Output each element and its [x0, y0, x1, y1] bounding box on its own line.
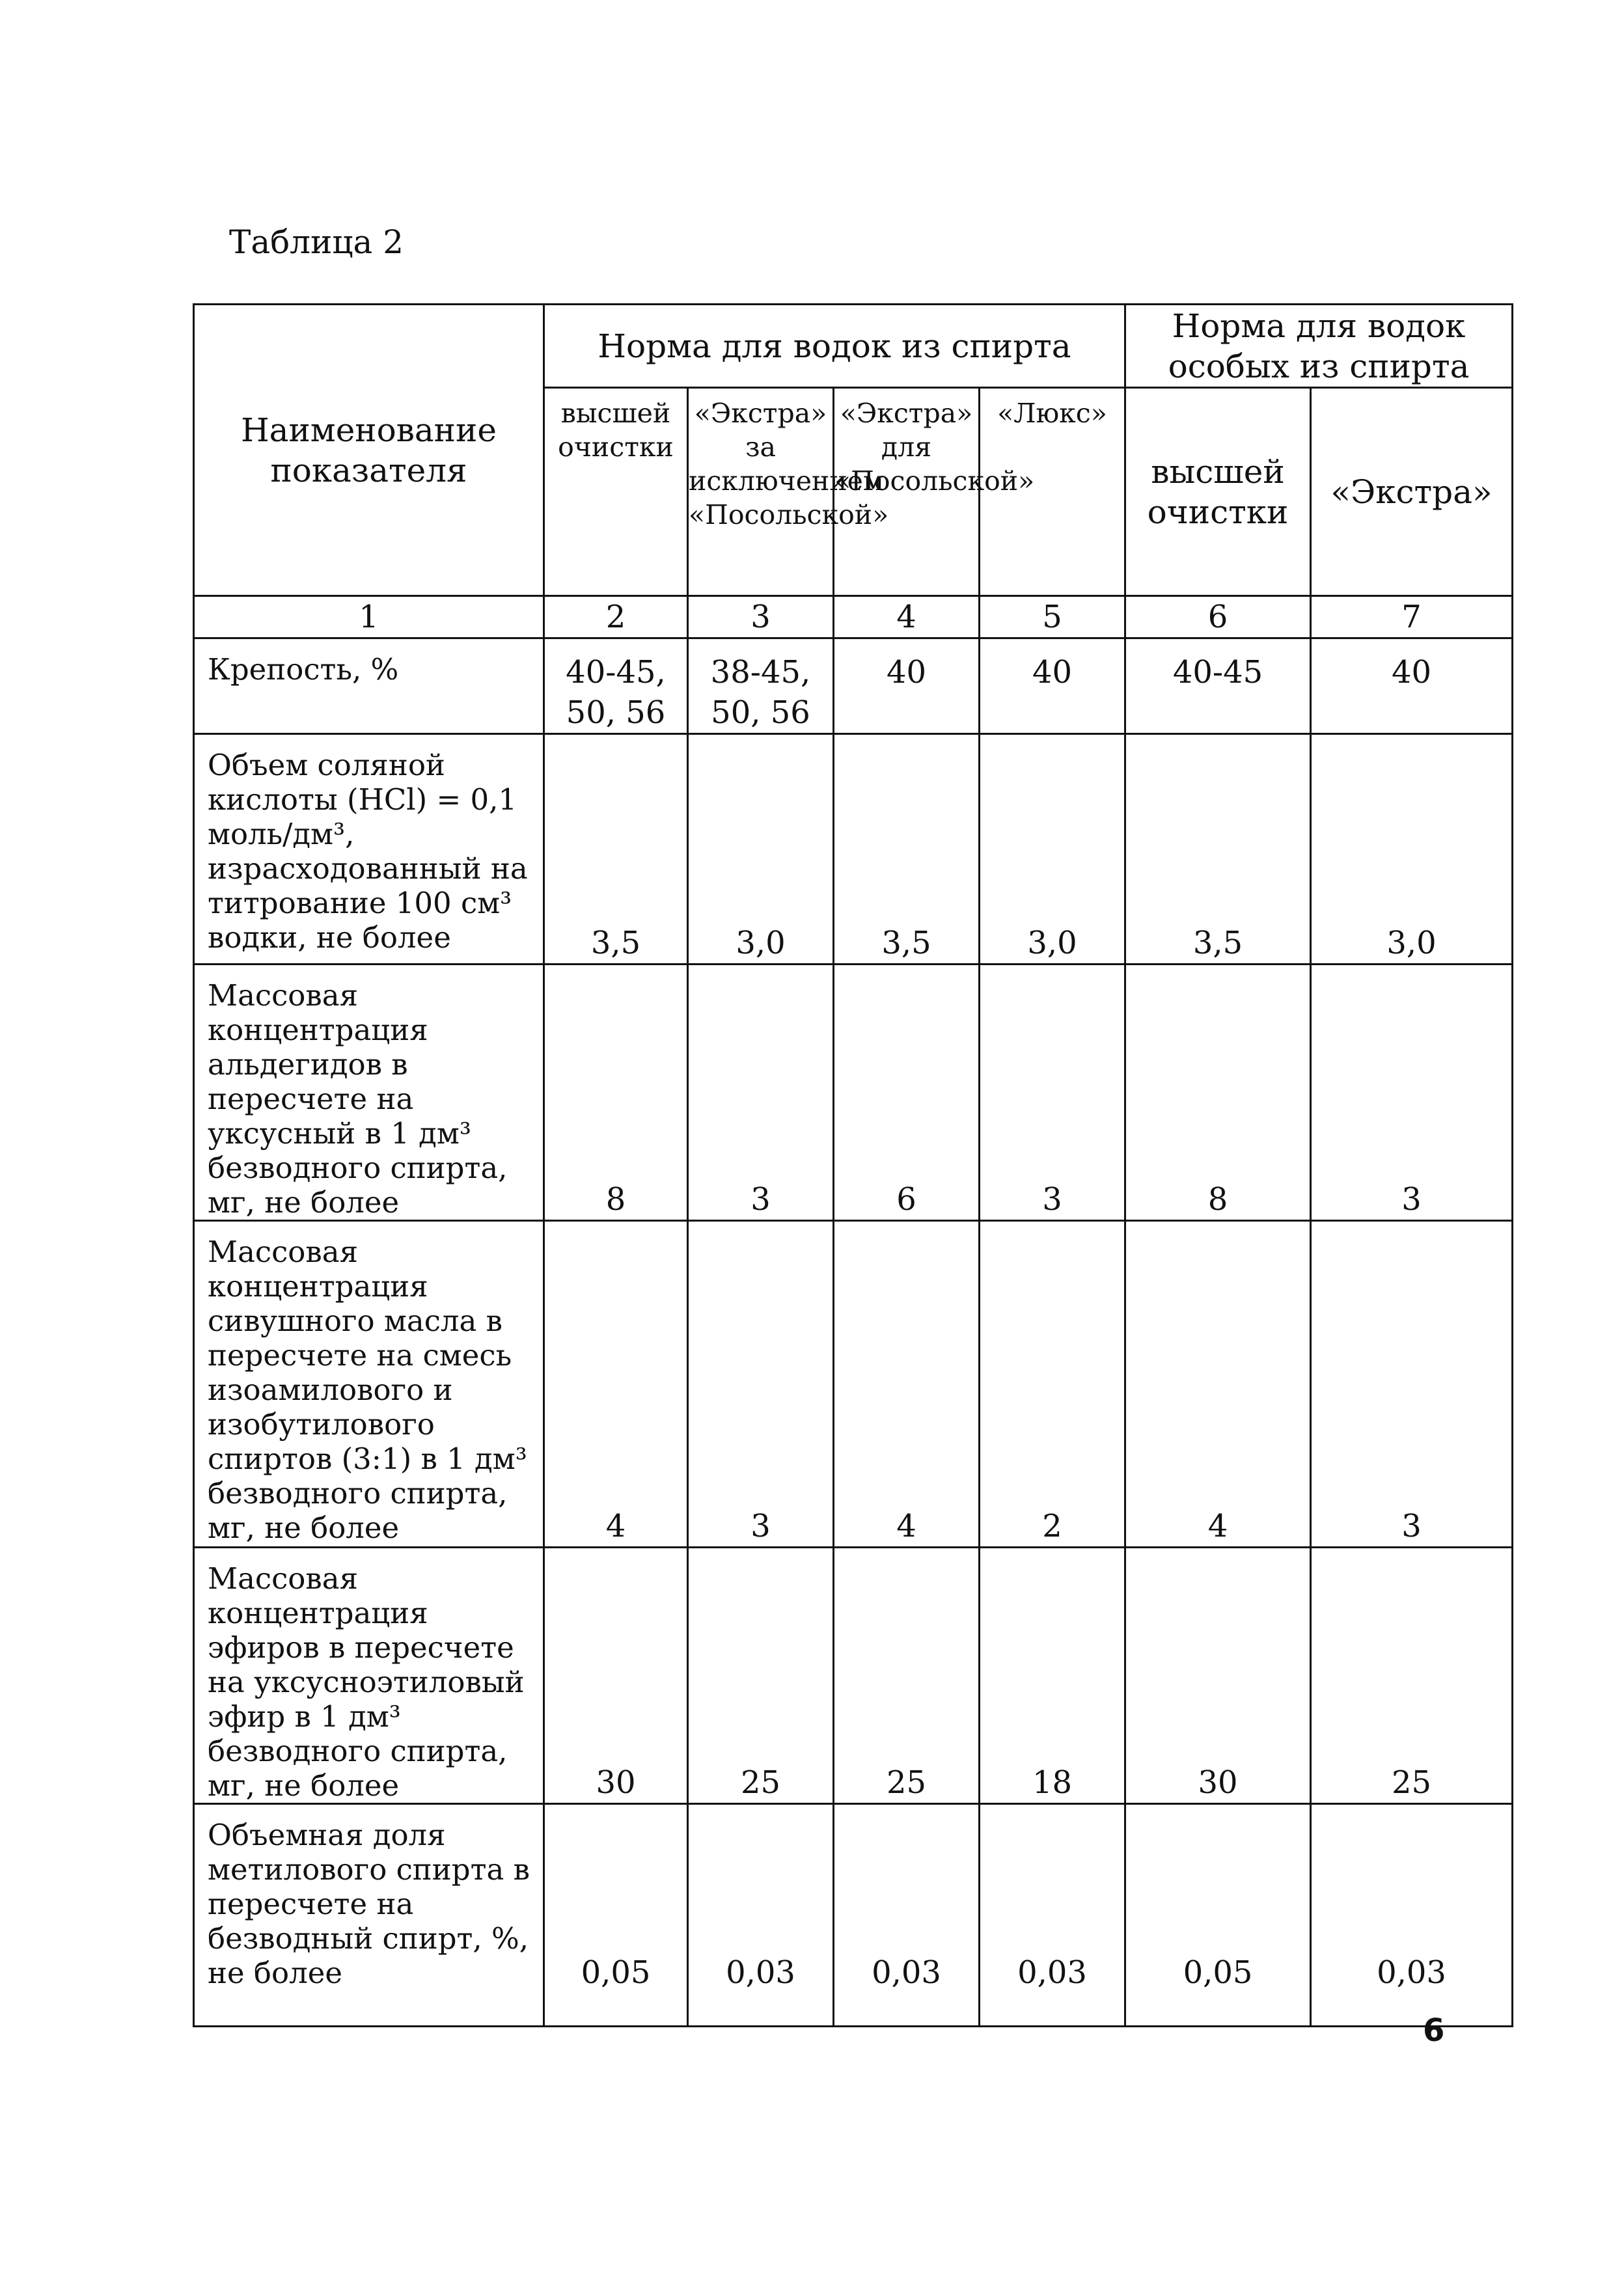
cell-value: 3 [688, 1221, 834, 1548]
row-name: Объемная доля метилового спирта в пересчете на безводный спирт, %, не более [194, 1804, 544, 2027]
cell-value: 25 [834, 1548, 980, 1804]
header-group-vodka: Норма для водок из спирта [544, 305, 1125, 388]
cell-value: 3,0 [1311, 734, 1513, 965]
cell-value: 0,05 [1125, 1804, 1311, 2027]
column-number: 1 [194, 596, 544, 638]
page-number: 6 [1423, 2012, 1445, 2049]
header-group-special-vodka: Норма для водок особых из спирта [1125, 305, 1513, 388]
cell-value: 30 [1125, 1548, 1311, 1804]
table-row-aldehydes [194, 965, 1513, 1221]
cell-value: 3,0 [688, 734, 834, 965]
cell-value: 0,05 [544, 1804, 688, 2027]
cell-value: 3,5 [544, 734, 688, 965]
cell-value: 3,0 [980, 734, 1125, 965]
cell-value: 0,03 [1311, 1804, 1513, 2027]
cell-value: 18 [980, 1548, 1125, 1804]
row-name: Объем соляной кислоты (HCl) = 0,1 моль/дм³, израсходованный на титрование 100 см³ водки, не более [194, 734, 544, 965]
cell-value: 25 [1311, 1548, 1513, 1804]
header-col-6: высшей очистки [1125, 388, 1311, 596]
cell-value: 0,03 [688, 1804, 834, 2027]
cell-value: 0,03 [834, 1804, 980, 2027]
cell-value: 3,5 [834, 734, 980, 965]
table-row-esters [194, 1548, 1513, 1804]
row-name: Массовая концентрация эфиров в пересчете на уксусноэтиловый эфир в 1 дм³ безводного спирта, мг, не более [194, 1548, 544, 1804]
cell-value: 4 [834, 1221, 980, 1548]
cell-value: 40 [1311, 638, 1513, 734]
column-number: 5 [980, 596, 1125, 638]
cell-value: 8 [1125, 965, 1311, 1221]
cell-value: 4 [544, 1221, 688, 1548]
norms-table [193, 303, 1513, 2027]
header-col-5: «Люкс» [980, 388, 1125, 596]
cell-value: 0,03 [980, 1804, 1125, 2027]
table-row-fusel-oil [194, 1221, 1513, 1548]
column-number: 3 [688, 596, 834, 638]
row-name: Массовая концентрация альдегидов в пересчете на уксусный в 1 дм³ безводного спирта, мг, не более [194, 965, 544, 1221]
row-name: Массовая концентрация сивушного масла в пересчете на смесь изоамилового и изобутилового спиртов (3:1) в 1 дм³ безводного спирта, мг, не более [194, 1221, 544, 1548]
table-row-methanol [194, 1804, 1513, 2027]
cell-value: 40-45 [1125, 638, 1311, 734]
cell-value: 40 [834, 638, 980, 734]
cell-value: 3,5 [1125, 734, 1311, 965]
header-name: Наименование показателя [194, 305, 544, 596]
column-number: 7 [1311, 596, 1513, 638]
cell-value: 30 [544, 1548, 688, 1804]
cell-value: 6 [834, 965, 980, 1221]
header-col-2: высшей очистки [544, 388, 688, 596]
column-number: 4 [834, 596, 980, 638]
cell-value: 40-45, 50, 56 [544, 638, 688, 734]
cell-value: 38-45, 50, 56 [688, 638, 834, 734]
header-col-7: «Экстра» [1311, 388, 1513, 596]
table-row-hcl [194, 734, 1513, 965]
column-numbers-row [194, 596, 1513, 638]
cell-value: 2 [980, 1221, 1125, 1548]
row-name: Крепость, % [194, 638, 544, 734]
cell-value: 4 [1125, 1221, 1311, 1548]
header-col-3: «Экстра» за исключением «Посольской» [688, 388, 834, 596]
table-caption: Таблица 2 [229, 223, 404, 261]
column-number: 2 [544, 596, 688, 638]
cell-value: 3 [1311, 1221, 1513, 1548]
cell-value: 8 [544, 965, 688, 1221]
cell-value: 40 [980, 638, 1125, 734]
header-col-4: «Экстра» для «Посольской» [834, 388, 980, 596]
column-number: 6 [1125, 596, 1311, 638]
table-row-strength [194, 638, 1513, 734]
cell-value: 3 [980, 965, 1125, 1221]
cell-value: 3 [688, 965, 834, 1221]
cell-value: 3 [1311, 965, 1513, 1221]
cell-value: 25 [688, 1548, 834, 1804]
header-row-groups [194, 305, 1513, 388]
